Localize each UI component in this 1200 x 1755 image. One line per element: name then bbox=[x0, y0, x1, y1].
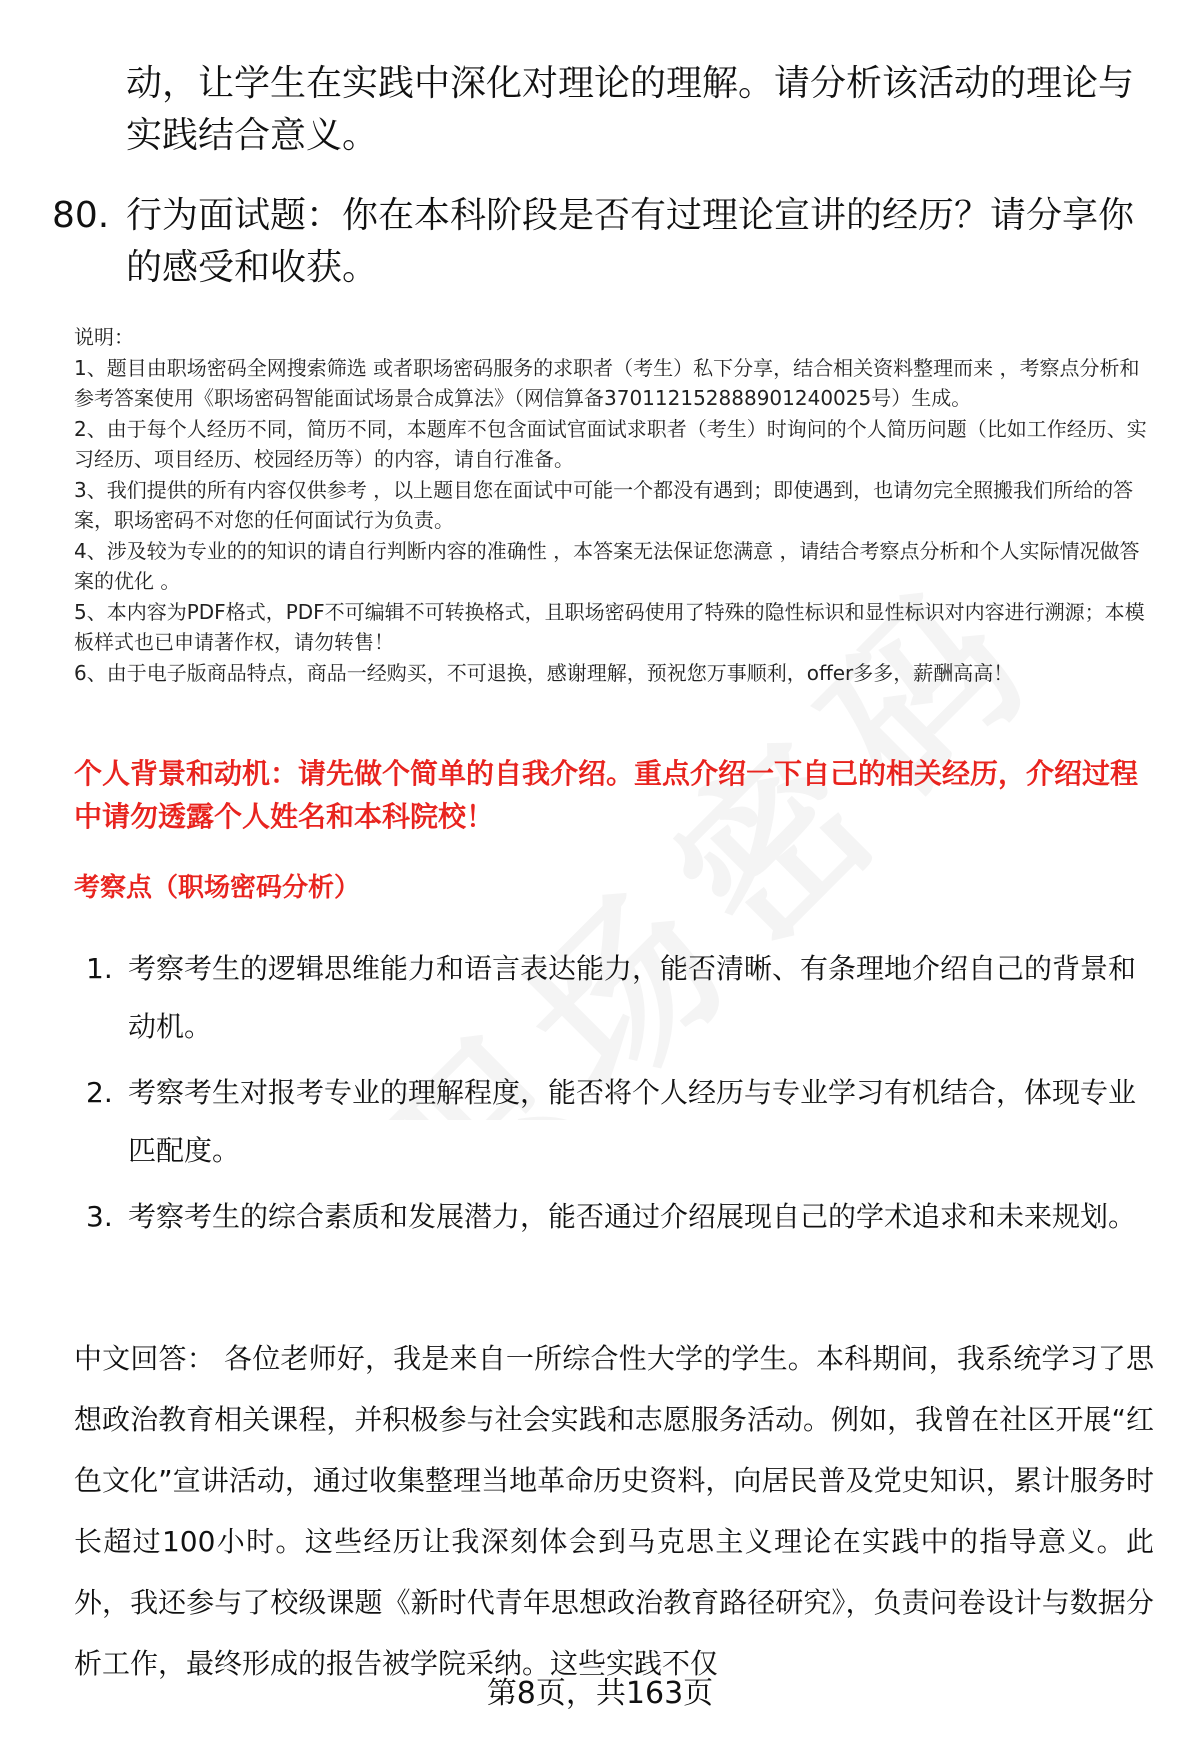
note-item: 6、由于电子版商品特点，商品一经购买，不可退换，感谢理解，预祝您万事顺利，offer多多，薪酬高高！ bbox=[74, 660, 1014, 685]
note-item: 4、涉及较为专业的的知识的请自行判断内容的准确性 ，本答案无法保证您满意 ，请结合考察点分析和个人实际情况做答案的优化 。 bbox=[74, 538, 1140, 593]
section-subtitle: 考察点（职场密码分析） bbox=[74, 873, 361, 903]
list-item bbox=[80, 1188, 1150, 1246]
point-number: 1. bbox=[86, 952, 113, 985]
note-item: 2、由于每个人经历不同，简历不同，本题库不包含面试官面试求职者（考生）时询问的个人简历问题（比如工作经历、实习经历、项目经历、校园经历等）的内容，请自行准备。 bbox=[74, 416, 1147, 471]
question-continuation: 动，让学生在实践中深化对理论的理解。请分析该活动的理论与实践结合意义。 bbox=[126, 63, 1135, 156]
list-item bbox=[80, 940, 1150, 1056]
disclaimer-notes bbox=[74, 322, 1154, 688]
point-text: 考察考生的逻辑思维能力和语言表达能力，能否清晰、有条理地介绍自己的背景和动机。 bbox=[128, 952, 1137, 1043]
point-text: 考察考生对报考专业的理解程度，能否将个人经历与专业学习有机结合，体现专业匹配度。 bbox=[128, 1076, 1137, 1167]
page-footer: 第8页，共163页 bbox=[486, 1676, 714, 1711]
assessment-points bbox=[80, 940, 1150, 1254]
note-item: 5、本内容为PDF格式，PDF不可编辑不可转换格式，且职场密码使用了特殊的隐性标识和显性标识对内容进行溯源；本模板样式也已申请著作权，请勿转售！ bbox=[74, 599, 1145, 654]
question-text: 行为面试题：你在本科阶段是否有过理论宣讲的经历？请分享你的感受和收获。 bbox=[126, 195, 1135, 288]
question-number: 80. bbox=[52, 195, 110, 236]
note-item: 3、我们提供的所有内容仅供参考 ，以上题目您在面试中可能一个都没有遇到；即使遇到，也请勿完全照搬我们所给的答案，职场密码不对您的任何面试行为负责。 bbox=[74, 477, 1134, 532]
section-title: 个人背景和动机：请先做个简单的自我介绍。重点介绍一下自己的相关经历，介绍过程中请勿透露个人姓名和本科院校！ bbox=[74, 757, 1139, 833]
point-number: 3. bbox=[86, 1200, 113, 1233]
note-item: 1、题目由职场密码全网搜索筛选 或者职场密码服务的求职者（考生）私下分享，结合相关资料整理而来 ，考察点分析和参考答案使用《职场密码智能面试场景合成算法》（网信算备370112152888901240025号）生成。 bbox=[74, 355, 1140, 410]
list-item bbox=[80, 1064, 1150, 1180]
answer-text: 中文回答： 各位老师好，我是来自一所综合性大学的学生。本科期间，我系统学习了思想政治教育相关课程，并积极参与社会实践和志愿服务活动。例如，我曾在社区开展“红色文化”宣讲活动，通过收集整理当地革命历史资料，向居民普及党史知识，累计服务时长超过100小时。这些经历让我深刻体会到马克思主义理论在实践中的指导意义。此外，我还参与了校级课题《新时代青年思想政治教育路径研究》，负责问卷设计与数据分析工作，最终形成的报告被学院采纳。这些实践不仅 bbox=[74, 1342, 1154, 1680]
notes-title: 说明： bbox=[74, 325, 134, 349]
point-text: 考察考生的综合素质和发展潜力，能否通过介绍展现自己的学术追求和未来规划。 bbox=[128, 1200, 1137, 1233]
point-number: 2. bbox=[86, 1076, 113, 1109]
